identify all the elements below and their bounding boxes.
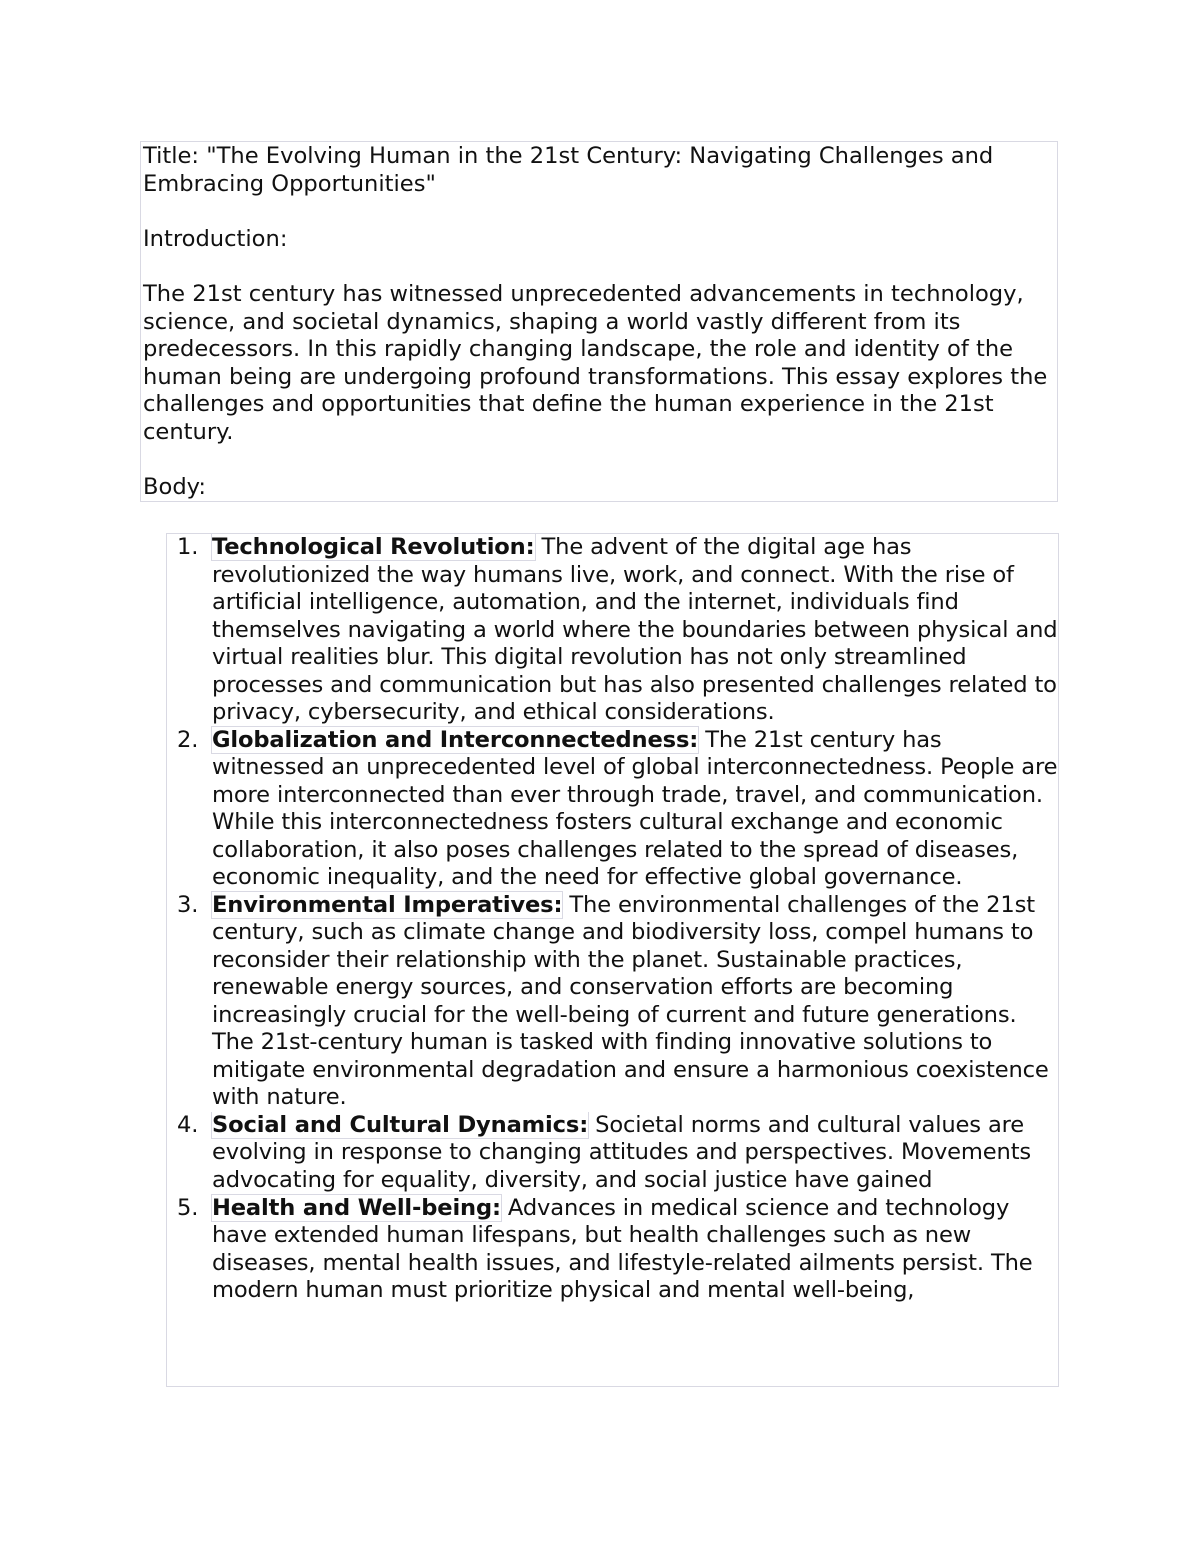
list-item <box>167 534 1058 727</box>
list-item-number: 1. <box>177 534 199 560</box>
list-item <box>167 1112 1058 1195</box>
list-item-text: Societal norms and cultural values are evolving in response to changing attitudes and perspectives. Movements advocating for equality, diversity, and social justice have gained <box>212 1111 1032 1193</box>
spacer <box>143 253 1055 281</box>
list-item-heading: Globalization and Interconnectedness: <box>212 726 699 753</box>
list-item-text: The 21st century has witnessed an unprecedented level of global interconnectedness. People are more interconnected than ever through trade, travel, and communication. While this interconnectedness fosters cultural exchange and economic collaboration, it also poses challenges related to the spread of diseases, economic inequality, and the need for effective global governance. <box>212 726 1058 890</box>
essay-title: Title: "The Evolving Human in the 21st Century: Navigating Challenges and Embracing Opportunities" <box>143 143 994 197</box>
intro-paragraph: The 21st century has witnessed unprecedented advancements in technology, science, and societal dynamics, shaping a world vastly different from its predecessors. In this rapidly changing landscape, the role and identity of the human being are undergoing profound transformations. This essay explores the challenges and opportunities that define the human experience in the 21st century. <box>143 280 1048 445</box>
list-item <box>167 892 1058 1112</box>
list-item-number: 3. <box>177 891 199 918</box>
list-item-text: The advent of the digital age has revolutionized the way humans live, work, and connect. With the rise of artificial intelligence, automation, and the internet, individuals find themselves navigating a world where the boundaries between physical and virtual realities blur. This digital revolution has not only streamlined processes and communication but has also presented challenges related to privacy, cybersecurity, and ethical considerations. <box>212 534 1058 725</box>
list-item-text: The environmental challenges of the 21st century, such as climate change and biodiversity loss, compel humans to reconsider their relationship with the planet. Sustainable practices, renewable energy sources, and conservation efforts are becoming increasingly crucial for the well-being of current and future generations. The 21st-century human is tasked with finding innovative solutions to mitigate environmental degradation and ensure a harmonious coexistence with nature. <box>212 891 1049 1110</box>
list-item-text: Advances in medical science and technology have extended human lifespans, but health challenges such as new diseases, mental health issues, and lifestyle-related ailments persist. The modern human must prioritize physical and mental well-being, <box>212 1194 1033 1303</box>
essay-body-list-block <box>166 533 1059 1387</box>
list-item-heading: Social and Cultural Dynamics: <box>212 1111 589 1138</box>
body-ordered-list <box>167 534 1058 1305</box>
essay-header-block <box>140 141 1058 502</box>
list-item-heading: Technological Revolution: <box>212 534 535 560</box>
list-item <box>167 1195 1058 1305</box>
list-item-number: 2. <box>177 726 199 753</box>
spacer <box>143 198 1055 226</box>
intro-heading: Introduction: <box>143 225 288 252</box>
list-item-heading: Environmental Imperatives: <box>212 891 563 918</box>
list-item-heading: Health and Well-being: <box>212 1194 501 1221</box>
list-item <box>167 727 1058 892</box>
body-heading: Body: <box>143 474 207 501</box>
list-item-number: 5. <box>177 1194 199 1221</box>
spacer <box>143 447 1055 475</box>
list-item-number: 4. <box>177 1111 199 1138</box>
